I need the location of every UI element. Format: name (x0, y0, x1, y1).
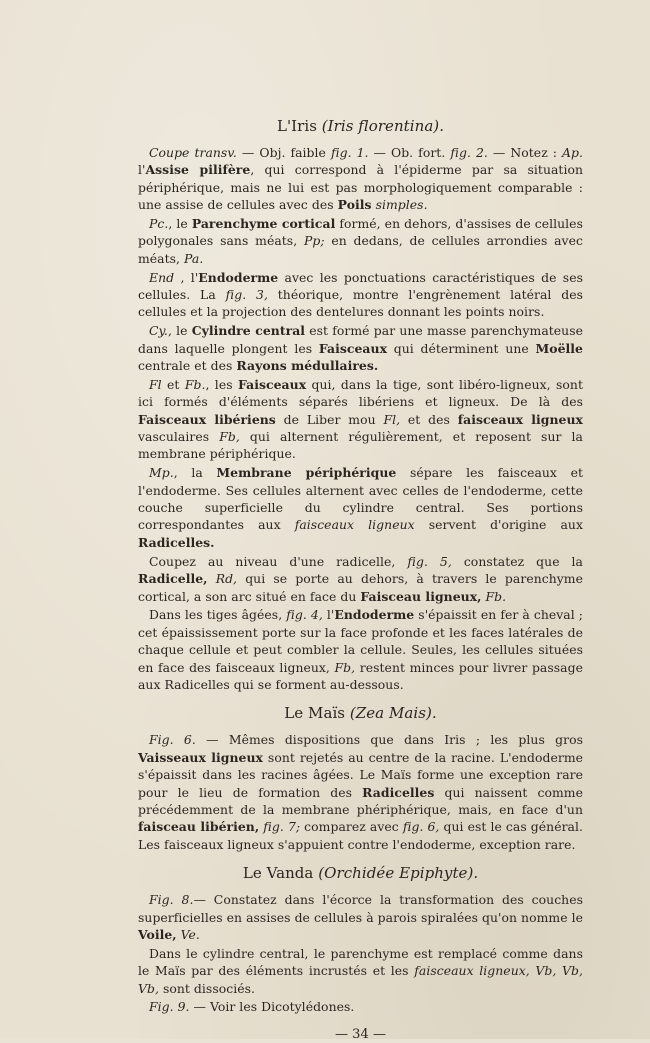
paragraph (138, 891, 583, 943)
bold-term: Radicelle, (138, 571, 208, 587)
italic-ref: Pp; (303, 233, 325, 249)
text-run: formé, en dehors, d'assises de cellules polygonales sans méats, (138, 216, 583, 249)
heading-subtitle: (Iris florentina). (321, 117, 445, 135)
paragraph (138, 269, 583, 321)
section-body-vanda (138, 891, 583, 1016)
bold-term: Faisceaux (318, 340, 388, 356)
text-run: sont dissociés. (158, 980, 256, 996)
bold-term: Endoderme (198, 269, 279, 285)
text-run: — Voir les Dicotylédones. (189, 999, 355, 1015)
text-run: en dedans, de cellules arrondies avec méats, (138, 233, 583, 266)
paragraph (138, 998, 583, 1015)
bold-term: Rayons médullaires. (236, 358, 379, 374)
text-run: — Ob. fort. (368, 145, 451, 160)
text-run: servent d'origine aux (414, 517, 583, 533)
text-run: qui naissent comme précédemment de la membrane phériphérique, mais, en face d'un (138, 784, 583, 817)
text-run: sépare les faisceaux et l'endoderme. Ses cellules alternent avec celles de l'endoderme, cette couche superficielle du cylindre central. Ses portions correspondantes aux (138, 465, 583, 533)
text-run: qui alternent régulièrement, et reposent sur la membrane périphérique. (138, 429, 583, 462)
text-run: restent minces pour livrer passage aux Radicelles qui se forment au-dessous. (138, 659, 583, 692)
text-run: et des (400, 411, 458, 427)
section-heading-mais (138, 703, 583, 723)
italic-ref: Fb. (184, 376, 206, 392)
text-run: théorique, montre l'engrènement latéral des cellules et la projection des dentelures donnant les points noirs. (138, 287, 583, 320)
italic-ref: simples. (375, 197, 428, 213)
text-run: , l' (174, 269, 199, 285)
section-body-iris (138, 144, 583, 693)
paragraph (138, 464, 583, 551)
heading-subtitle: (Orchidée Epiphyte). (318, 864, 479, 883)
italic-ref: Vb, Vb, Vb, (138, 963, 583, 996)
italic-ref: fig. 6, (402, 819, 440, 835)
heading-subtitle: (Zea Mais). (349, 704, 437, 723)
italic-ref: Fl, (383, 411, 401, 427)
italic-ref: Fb. (485, 588, 507, 604)
text-run: , le (168, 216, 192, 232)
italic-ref: Ap. (562, 145, 583, 160)
heading-title: Le Maïs (284, 704, 346, 723)
text-run: et (161, 376, 185, 392)
text-run: de Liber mou (275, 411, 384, 427)
bold-term: faisceau libérien, (138, 819, 260, 835)
bold-term: Faisceaux (238, 376, 307, 392)
paragraph (138, 376, 583, 463)
paragraph (138, 945, 583, 997)
italic-ref: Pc. (149, 216, 169, 232)
italic-ref: faisceaux ligneux, (414, 963, 530, 979)
bold-term: Moëlle (535, 340, 583, 356)
italic-ref: Pa. (184, 250, 204, 266)
text-run: — Constatez dans l'écorce la transformation des couches superficielles en assises de cellules à parois spiralées qu'on nomme le (138, 892, 583, 925)
text-run: qui se porte au dehors, à travers le parenchyme cortical, a son arc situé en face du (138, 571, 583, 604)
bold-term: Assise pilifère (145, 162, 251, 178)
bold-term: Endoderme (334, 607, 415, 623)
italic-ref: fig. 3, (225, 287, 268, 303)
text-run: Coupez au niveau d'une radicelle, (149, 553, 408, 569)
bold-term: Cylindre central (191, 323, 306, 339)
italic-ref: Fl (149, 376, 162, 392)
bold-term: Vaisseaux ligneux (138, 749, 263, 765)
italic-ref: fig. 4, (286, 607, 323, 623)
italic-ref: fig. 7; (263, 819, 301, 835)
italic-ref: Fig. 8. (149, 892, 194, 908)
italic-ref: fig. 2. (450, 145, 488, 160)
italic-ref: Fb, (334, 659, 356, 675)
section-heading-iris (138, 116, 583, 136)
paragraph (138, 553, 583, 605)
italic-ref: faisceaux ligneux (294, 517, 415, 533)
text-run: , les (205, 376, 238, 392)
text-run: Dans le cylindre central, le parenchyme est remplacé comme dans le Maïs par des éléments incrustés et les (138, 945, 583, 979)
heading-title: L'Iris (276, 117, 317, 135)
bold-term: Faisceau ligneux, (360, 588, 482, 604)
bold-term: Voile, (138, 926, 177, 942)
bold-term: Parenchyme cortical (191, 216, 336, 232)
text-run: centrale et des (138, 358, 237, 374)
bold-term: Poils (337, 197, 372, 213)
paragraph (138, 144, 583, 214)
paragraph (138, 215, 583, 267)
italic-ref: fig. 1. (330, 145, 369, 160)
bold-term: faisceaux ligneux (457, 411, 583, 427)
text-run: vasculaires (138, 429, 220, 445)
italic-ref: fig. 5, (407, 553, 452, 569)
paragraph (138, 322, 583, 374)
text-run: qui est le cas général. Les faisceaux ligneux s'appuient contre l'endoderme, exception rare. (138, 819, 583, 852)
page-number: — 34 — (334, 1026, 387, 1042)
bold-term: Radicelles. (138, 534, 215, 550)
text-run: — Notez : (487, 145, 563, 160)
heading-title: Le Vanda (242, 864, 314, 883)
text-run: comparez avec (300, 819, 403, 835)
italic-ref: Ve. (180, 926, 200, 942)
text-run: s'épaissit en fer à cheval ; cet épaississement porte sur la face profonde et les faces latérales de chaque cellule et peut combler la cellule. Seules, les cellules situées en face des faisceaux ligneux, (138, 607, 584, 675)
text-run (208, 571, 216, 586)
text-run: avec les ponctuations caractéristiques de ses cellules. La (138, 269, 584, 303)
page-text (138, 116, 583, 1043)
italic-ref: Fig. 6. (149, 732, 196, 748)
text-run: — Obj. faible (236, 145, 331, 160)
italic-ref: Coupe transv. (149, 145, 237, 160)
text-run: l' (138, 162, 146, 178)
bold-term: Faisceaux libériens (138, 411, 276, 427)
bold-term: Radicelles (362, 784, 435, 800)
text-run: Dans les tiges âgées, (149, 607, 287, 623)
paragraph (138, 606, 583, 693)
text-run: — Mêmes dispositions que dans Iris ; les plus gros (195, 732, 583, 748)
italic-ref: Mp. (149, 465, 174, 481)
italic-ref: Fb, (219, 429, 240, 445)
italic-ref: Rd, (215, 571, 238, 587)
text-run: qui, dans la tige, sont libéro-ligneux, sont ici formés d'éléments séparés libériens et ligneux. De là des (138, 376, 583, 410)
text-run: , la (173, 465, 217, 481)
text-run: l' (322, 607, 335, 623)
italic-ref: Fig. 9. (149, 999, 190, 1015)
paragraph (138, 731, 583, 853)
text-run: est formé par une masse parenchymateuse dans laquelle plongent les (138, 323, 583, 356)
text-run: sont rejetés au centre de la racine. L'endoderme s'épaissit dans les racines âgées. Le Maïs forme une exception rare pour le lieu de formation des (138, 749, 584, 800)
text-run: constatez que la (451, 553, 583, 569)
text-run: qui déterminent une (387, 340, 536, 356)
bold-term: Membrane périphérique (216, 465, 397, 481)
text-run: , le (167, 323, 192, 339)
section-heading-vanda (138, 863, 583, 883)
section-body-mais (138, 731, 583, 853)
italic-ref: End (149, 269, 175, 285)
text-run: , qui correspond à l'épiderme par sa situation périphérique, mais ne lui est pas morphologiquement comparable : une assise de cellules avec des (138, 162, 584, 213)
italic-ref: Cy. (149, 323, 168, 339)
